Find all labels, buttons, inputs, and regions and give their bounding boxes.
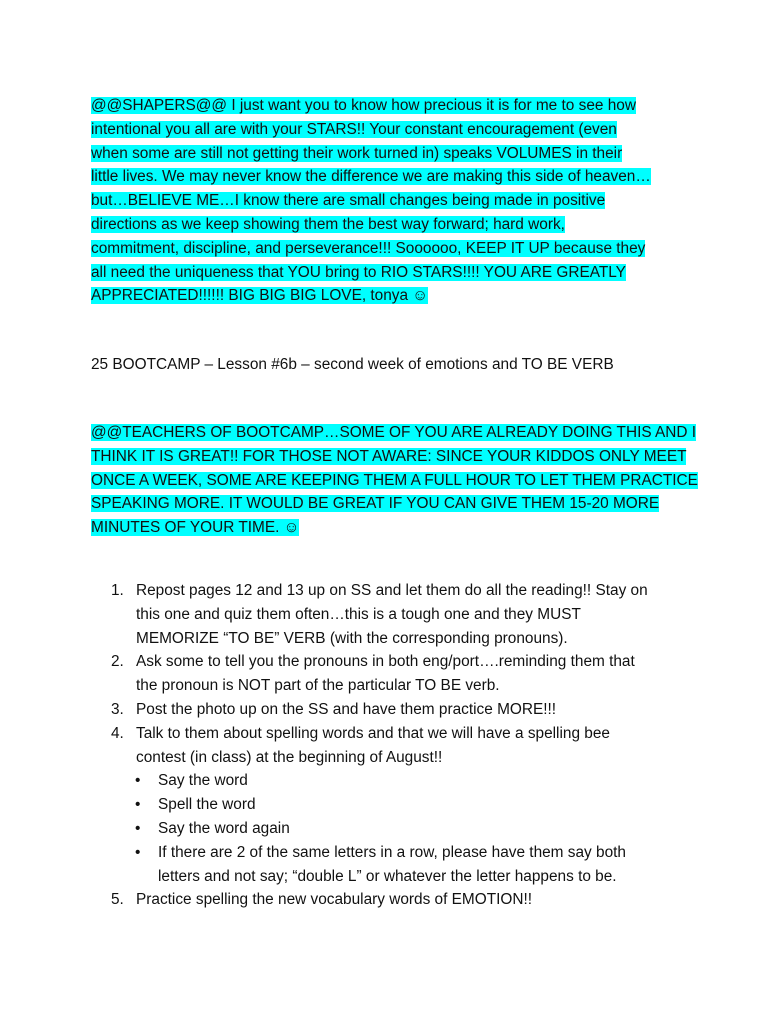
note-line: when some are still not getting their work turned in) speaks VOLUMES in their [91,144,623,162]
note-line: little lives. We may never know the difference we are making this side of heaven… [91,168,651,186]
note-line: commitment, discipline, and perseverance!!! Soooooo, KEEP IT UP because they [91,239,646,257]
note-line: all need the uniqueness that YOU bring to RIO STARS!!!! YOU ARE GREATLY [91,263,626,281]
note-line: @@TEACHERS OF BOOTCAMP…SOME OF YOU ARE ALREADY DOING THIS AND I [91,424,697,441]
bullet-icon: • [135,819,141,837]
list-item [91,888,691,912]
item-text: the pronoun is NOT part of the particular TO BE verb. [136,677,500,695]
note-line: APPRECIATED!!!!!! BIG BIG BIG LOVE, tonya ☺ [91,287,429,305]
bullet-text: Say the word again [158,819,290,837]
bullet-item [91,817,691,841]
item-text: contest (in class) at the beginning of August!! [136,748,443,766]
item-text: Talk to them about spelling words and that we will have a spelling bee [136,724,610,742]
item-text: MEMORIZE “TO BE” VERB (with the corresponding pronouns). [136,629,568,647]
note-line: THINK IT IS GREAT!! FOR THOSE NOT AWARE: SINCE YOUR KIDDOS ONLY MEET [91,447,687,465]
bullet-item [91,793,691,817]
item-text: Repost pages 12 and 13 up on SS and let them do all the reading!! Stay on [136,582,648,599]
item-text: Post the photo up on the SS and have them practice MORE!!! [136,700,557,718]
note-line: MINUTES OF YOUR TIME. ☺ [91,519,300,537]
bullet-text: letters and not say; “double L” or whatever the letter happens to be. [158,867,617,885]
note-line: intentional you all are with your STARS!! Your constant encouragement (even [91,120,617,138]
note-line: SPEAKING MORE. IT WOULD BE GREAT IF YOU CAN GIVE THEM 15-20 MORE [91,495,660,513]
shapers-note [91,94,691,308]
item-number: 2. [111,653,124,671]
item-number: 4. [111,724,124,742]
bullet-icon: • [135,843,141,861]
note-line: but…BELIEVE ME…I know there are small changes being made in positive [91,192,606,210]
bullet-text: Say the word [158,772,248,790]
lesson-title: 25 BOOTCAMP – Lesson #6b – second week of emotions and TO BE VERB [91,356,614,373]
note-line: ONCE A WEEK, SOME ARE KEEPING THEM A FULL HOUR TO LET THEM PRACTICE [91,471,698,489]
bullet-icon: • [135,772,141,790]
item-number: 3. [111,700,124,718]
list-item [91,722,691,770]
note-line: @@SHAPERS@@ I just want you to know how precious it is for me to see how [91,97,636,114]
item-number: 1. [111,582,124,599]
note-line: directions as we keep showing them the best way forward; hard work, [91,215,565,233]
item-text: Practice spelling the new vocabulary words of EMOTION!! [136,891,533,909]
list-item [91,698,691,722]
item-number: 5. [111,891,124,909]
bullet-text: If there are 2 of the same letters in a row, please have them say both [158,843,626,861]
bullet-icon: • [135,796,141,814]
item-text: this one and quiz them often…this is a tough one and they MUST [136,605,581,623]
bullet-item [91,769,691,793]
bullet-text: Spell the word [158,796,256,814]
steps-list [91,579,691,912]
list-item [91,579,691,650]
item-text: Ask some to tell you the pronouns in both eng/port….reminding them that [136,653,635,671]
list-item [91,650,691,698]
teachers-note [91,421,698,540]
bullet-item [91,841,691,889]
